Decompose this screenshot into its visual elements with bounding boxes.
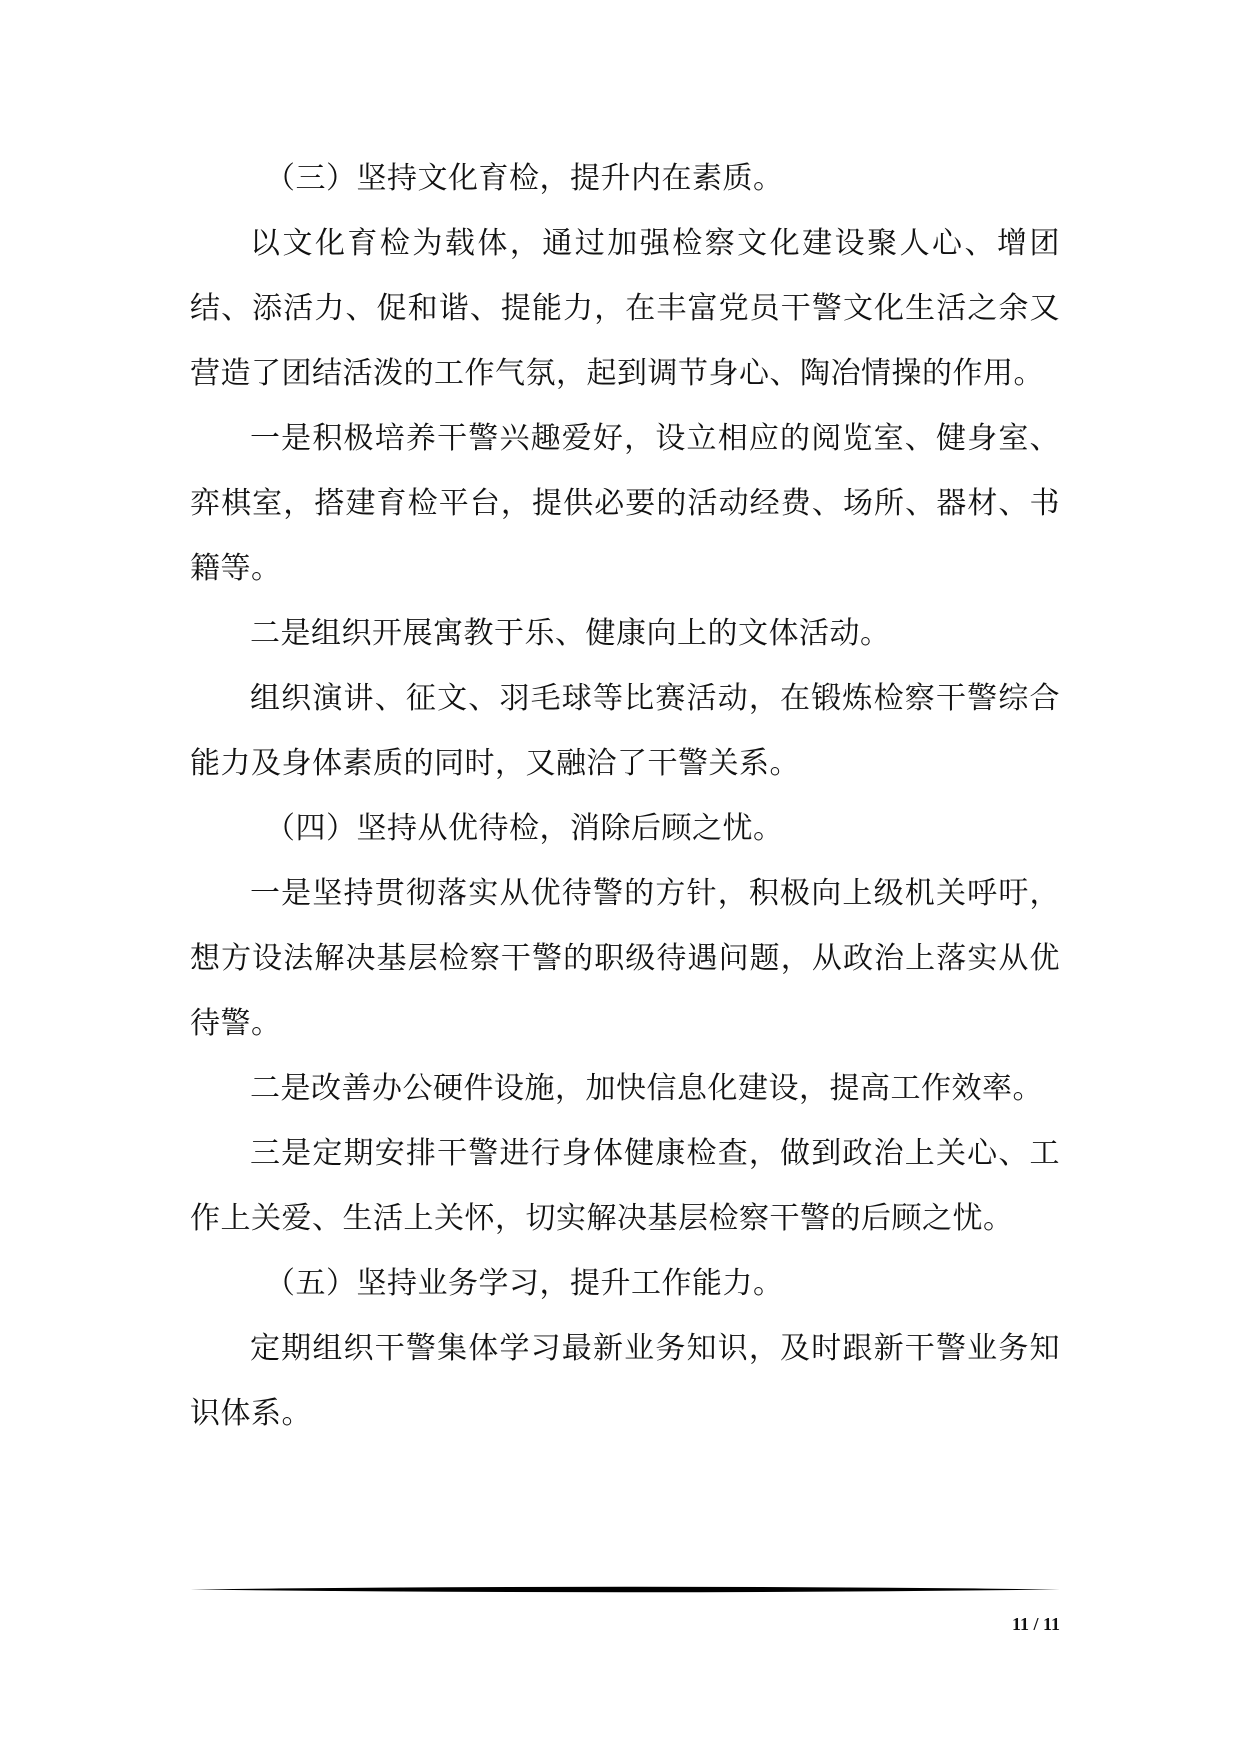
footer-divider bbox=[190, 1585, 1060, 1594]
paragraph: 定期组织干警集体学习最新业务知识，及时跟新干警业务知识体系。 bbox=[190, 1331, 1060, 1431]
paragraph: 一是积极培养干警兴趣爱好，设立相应的阅览室、健身室、弈棋室，搭建育检平台，提供必要的活动经费、场所、器材、书籍等。 bbox=[190, 421, 1060, 586]
paragraph: 一是坚持贯彻落实从优待警的方针，积极向上级机关呼吁，想方设法解决基层检察干警的职级待遇问题，从政治上落实从优待警。 bbox=[190, 876, 1060, 1041]
page-number: 11 / 11 bbox=[1011, 1614, 1060, 1634]
section-heading-5: （五）坚持业务学习，提升工作能力。 bbox=[265, 1266, 784, 1301]
paragraph: 以文化育检为载体，通过加强检察文化建设聚人心、增团结、添活力、促和谐、提能力，在丰富党员干警文化生活之余又营造了团结活泼的工作气氛，起到调节身心、陶冶情操的作用。 bbox=[190, 226, 1060, 391]
document-body bbox=[190, 146, 1060, 1446]
section-heading-4: （四）坚持从优待检，消除后顾之忧。 bbox=[265, 811, 784, 846]
paragraph: 二是组织开展寓教于乐、健康向上的文体活动。 bbox=[250, 616, 891, 651]
paragraph: 三是定期安排干警进行身体健康检查，做到政治上关心、工作上关爱、生活上关怀，切实解决基层检察干警的后顾之忧。 bbox=[190, 1136, 1060, 1236]
section-heading-3: （三）坚持文化育检，提升内在素质。 bbox=[265, 161, 784, 196]
paragraph: 组织演讲、征文、羽毛球等比赛活动，在锻炼检察干警综合能力及身体素质的同时，又融洽了干警关系。 bbox=[190, 681, 1060, 781]
paragraph: 二是改善办公硬件设施，加快信息化建设，提高工作效率。 bbox=[250, 1071, 1043, 1106]
